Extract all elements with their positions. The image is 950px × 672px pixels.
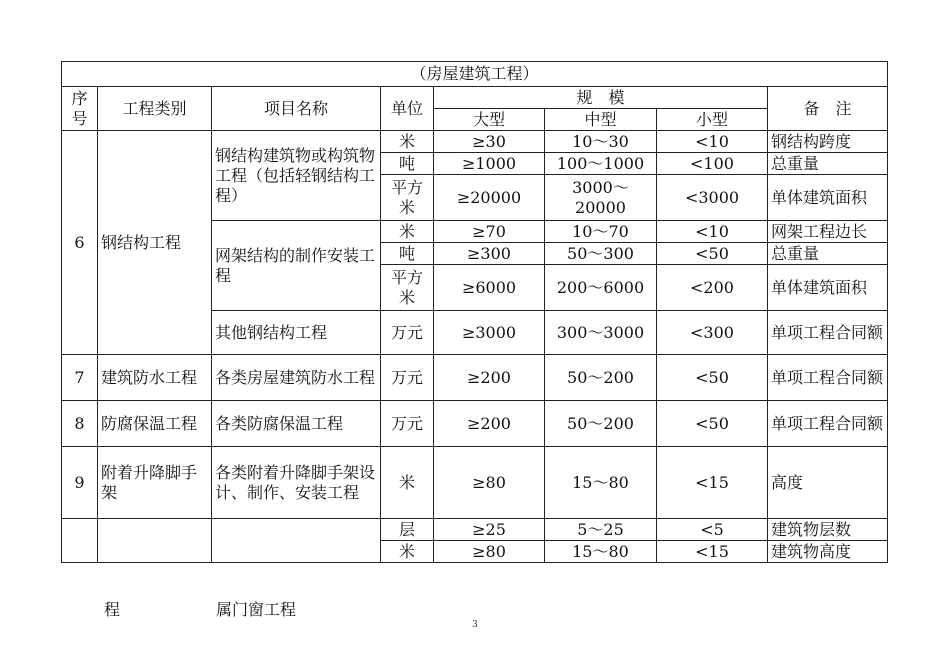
header-scale: 规 模: [434, 87, 768, 109]
medium-cell: 50～200: [545, 401, 657, 447]
small-cell: <10: [657, 131, 768, 153]
small-cell: <50: [657, 401, 768, 447]
header-large: 大型: [434, 109, 545, 131]
item-cell: 其他钢结构工程: [212, 311, 381, 355]
small-cell: <50: [657, 355, 768, 401]
unit-cell: 万元: [381, 311, 434, 355]
remark-cell: 钢结构跨度: [768, 131, 888, 153]
unit-cell: 米: [381, 541, 434, 563]
small-cell: <15: [657, 447, 768, 519]
large-cell: ≥25: [434, 519, 545, 541]
small-cell: <300: [657, 311, 768, 355]
remark-cell: 建筑物层数: [768, 519, 888, 541]
large-cell: ≥200: [434, 355, 545, 401]
medium-cell: 10～30: [545, 131, 657, 153]
remark-cell: 单项工程合同额: [768, 401, 888, 447]
header-category: 工程类别: [98, 87, 212, 131]
unit-cell: 万元: [381, 401, 434, 447]
seq-cell: 8: [62, 401, 98, 447]
header-item: 项目名称: [212, 87, 381, 131]
table-row: [62, 355, 888, 401]
header-medium: 中型: [545, 109, 657, 131]
large-cell: ≥80: [434, 541, 545, 563]
small-cell: <5: [657, 519, 768, 541]
medium-cell: 15～80: [545, 541, 657, 563]
remark-cell: 单项工程合同额: [768, 355, 888, 401]
unit-cell: 吨: [381, 153, 434, 175]
large-cell: ≥20000: [434, 175, 545, 221]
seq-cell: 9: [62, 447, 98, 519]
unit-cell: 层: [381, 519, 434, 541]
construction-scale-table: [61, 61, 888, 563]
large-cell: ≥1000: [434, 153, 545, 175]
large-cell: ≥200: [434, 401, 545, 447]
medium-cell: 10～70: [545, 221, 657, 243]
table-title: （房屋建筑工程）: [62, 62, 888, 87]
medium-cell: 15～80: [545, 447, 657, 519]
table-row: [62, 447, 888, 519]
medium-cell: 300～3000: [545, 311, 657, 355]
remark-cell: 单体建筑面积: [768, 265, 888, 311]
seq-cell: 7: [62, 355, 98, 401]
medium-cell: 100～1000: [545, 153, 657, 175]
remark-cell: 单项工程合同额: [768, 311, 888, 355]
item-cell: 各类附着升降脚手架设计、制作、安装工程: [212, 447, 381, 519]
item-cell: 各类房屋建筑防水工程: [212, 355, 381, 401]
medium-cell: 3000～20000: [545, 175, 657, 221]
remark-cell: 总重量: [768, 153, 888, 175]
small-cell: <15: [657, 541, 768, 563]
medium-cell: 50～200: [545, 355, 657, 401]
small-cell: <100: [657, 153, 768, 175]
small-cell: <200: [657, 265, 768, 311]
unit-cell: 米: [381, 131, 434, 153]
unit-cell: 平方米: [381, 175, 434, 221]
seq-cell: [62, 519, 98, 563]
large-cell: ≥6000: [434, 265, 545, 311]
large-cell: ≥30: [434, 131, 545, 153]
page-number: 3: [472, 620, 478, 630]
seq-cell: 6: [62, 131, 98, 355]
footer-item-fragment: 属门窗工程: [216, 600, 297, 619]
category-cell: 附着升降脚手架: [98, 447, 212, 519]
remark-cell: 单体建筑面积: [768, 175, 888, 221]
medium-cell: 200～6000: [545, 265, 657, 311]
unit-cell: 万元: [381, 355, 434, 401]
unit-cell: 米: [381, 221, 434, 243]
unit-cell: 米: [381, 447, 434, 519]
category-cell: 防腐保温工程: [98, 401, 212, 447]
small-cell: <10: [657, 221, 768, 243]
large-cell: ≥80: [434, 447, 545, 519]
small-cell: <50: [657, 243, 768, 265]
table-row: [62, 519, 888, 541]
large-cell: ≥3000: [434, 311, 545, 355]
header-unit: 单位: [381, 87, 434, 131]
item-cell: 钢结构建筑物或构筑物工程（包括轻钢结构工程）: [212, 131, 381, 221]
category-cell: 建筑防水工程: [98, 355, 212, 401]
medium-cell: 50～300: [545, 243, 657, 265]
item-cell: [212, 519, 381, 563]
item-cell: 各类防腐保温工程: [212, 401, 381, 447]
remark-cell: 高度: [768, 447, 888, 519]
remark-cell: 总重量: [768, 243, 888, 265]
table-row: [62, 401, 888, 447]
remark-cell: 建筑物高度: [768, 541, 888, 563]
header-small: 小型: [657, 109, 768, 131]
item-cell: 网架结构的制作安装工程: [212, 221, 381, 311]
unit-cell: 吨: [381, 243, 434, 265]
header-remark: 备 注: [768, 87, 888, 131]
medium-cell: 5～25: [545, 519, 657, 541]
table-row: [62, 131, 888, 153]
footer-category-fragment: 程: [104, 600, 121, 619]
large-cell: ≥300: [434, 243, 545, 265]
category-cell: 钢结构工程: [98, 131, 212, 355]
small-cell: <3000: [657, 175, 768, 221]
unit-cell: 平方米: [381, 265, 434, 311]
header-seq: 序号: [62, 87, 98, 131]
large-cell: ≥70: [434, 221, 545, 243]
remark-cell: 网架工程边长: [768, 221, 888, 243]
category-cell: [98, 519, 212, 563]
